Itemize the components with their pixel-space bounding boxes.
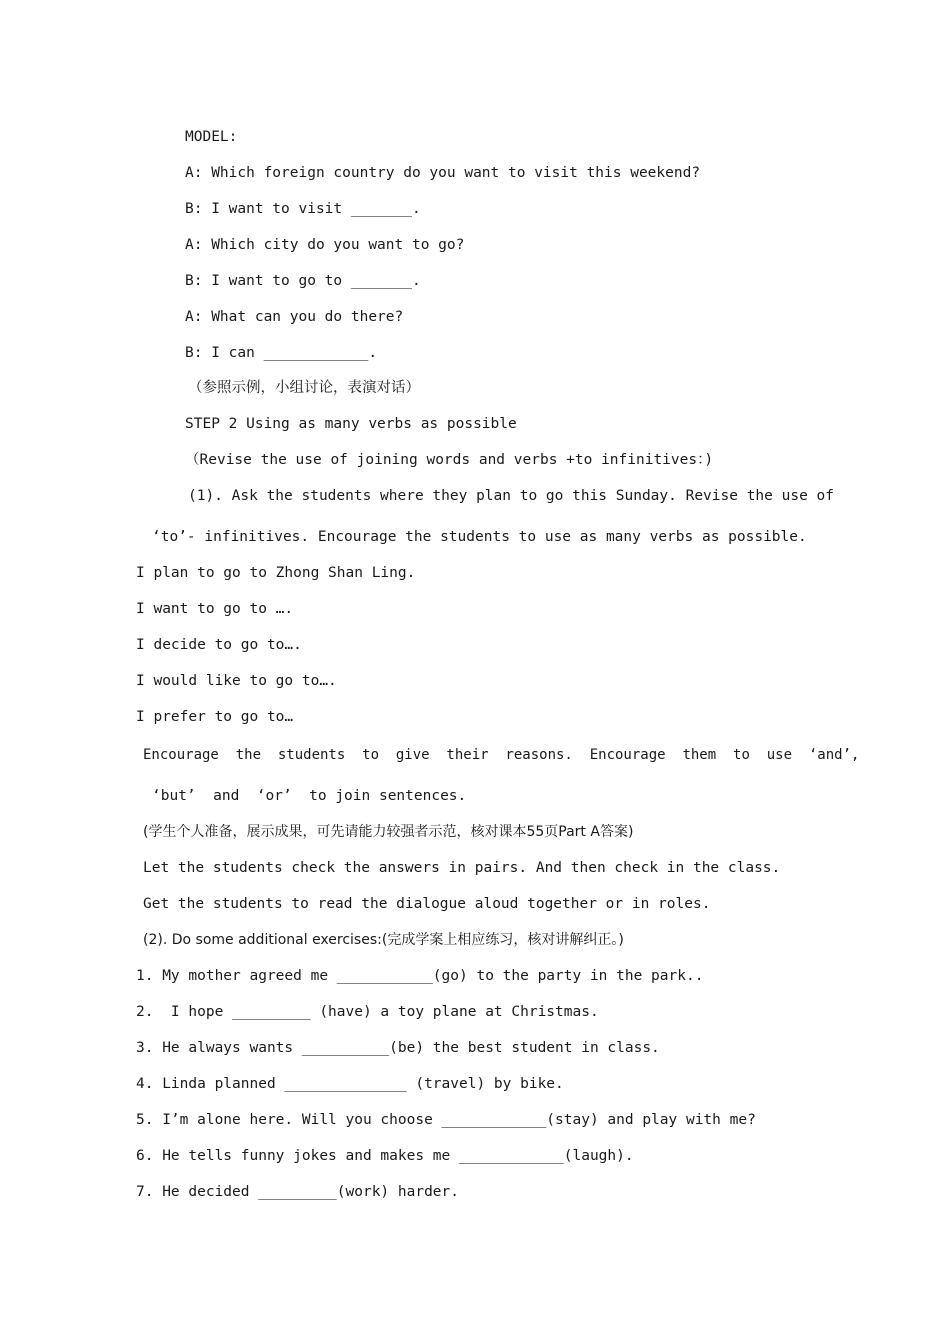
exercise-item: 5. I’m alone here. Will you choose ____________(stay) and play with me?: [136, 1112, 756, 1128]
example-sentence: I prefer to go to…: [136, 709, 294, 725]
note-cn: (学生个人准备，展示成果，可先请能力较强者示范，核对课本55页Part A答案): [143, 824, 634, 840]
exercise-item: 2. I hope _________ (have) a toy plane at Christmas.: [136, 1004, 599, 1020]
step2-item2: (2). Do some additional exercises:(完成学案上相应练习，核对讲解纠正。): [143, 932, 624, 948]
encourage-line2: ‘but’ and ‘or’ to join sentences.: [152, 788, 467, 804]
example-sentence: I decide to go to….: [136, 637, 302, 653]
exercise-item: 3. He always wants __________(be) the best student in class.: [136, 1040, 660, 1056]
encourage-line1: Encourage the students to give their reasons. Encourage them to use ‘and’,: [143, 747, 860, 763]
step2-item1-line2: ‘to’- infinitives. Encourage the students to use as many verbs as possible.: [152, 529, 807, 545]
exercise-item: 1. My mother agreed me ___________(go) to the party in the park..: [136, 968, 704, 984]
model-heading: MODEL:: [185, 129, 238, 145]
example-sentence: I want to go to ….: [136, 601, 294, 617]
example-sentence: I plan to go to Zhong Shan Ling.: [136, 565, 416, 581]
model-instruction-cn: （参照示例，小组讨论，表演对话）: [188, 380, 420, 396]
model-line: A: Which foreign country do you want to visit this weekend?: [185, 165, 701, 181]
exercise-item: 7. He decided _________(work) harder.: [136, 1184, 460, 1200]
step2-title: STEP 2 Using as many verbs as possible: [185, 416, 517, 432]
model-line: B: I want to visit _______.: [185, 201, 421, 217]
model-line: B: I want to go to _______.: [185, 273, 421, 289]
read-aloud: Get the students to read the dialogue aloud together or in roles.: [143, 896, 711, 912]
check-pairs: Let the students check the answers in pairs. And then check in the class.: [143, 860, 781, 876]
model-line: B: I can ____________.: [185, 345, 378, 361]
model-line: A: Which city do you want to go?: [185, 237, 465, 253]
exercise-item: 6. He tells funny jokes and makes me ____________(laugh).: [136, 1148, 634, 1164]
step2-revise: （Revise the use of joining words and verbs +to infinitives：): [185, 452, 714, 468]
example-sentence: I would like to go to….: [136, 673, 337, 689]
model-line: A: What can you do there?: [185, 309, 404, 325]
exercise-item: 4. Linda planned ______________ (travel) by bike.: [136, 1076, 564, 1092]
step2-item1-line1: (1). Ask the students where they plan to go this Sunday. Revise the use of: [188, 488, 835, 504]
